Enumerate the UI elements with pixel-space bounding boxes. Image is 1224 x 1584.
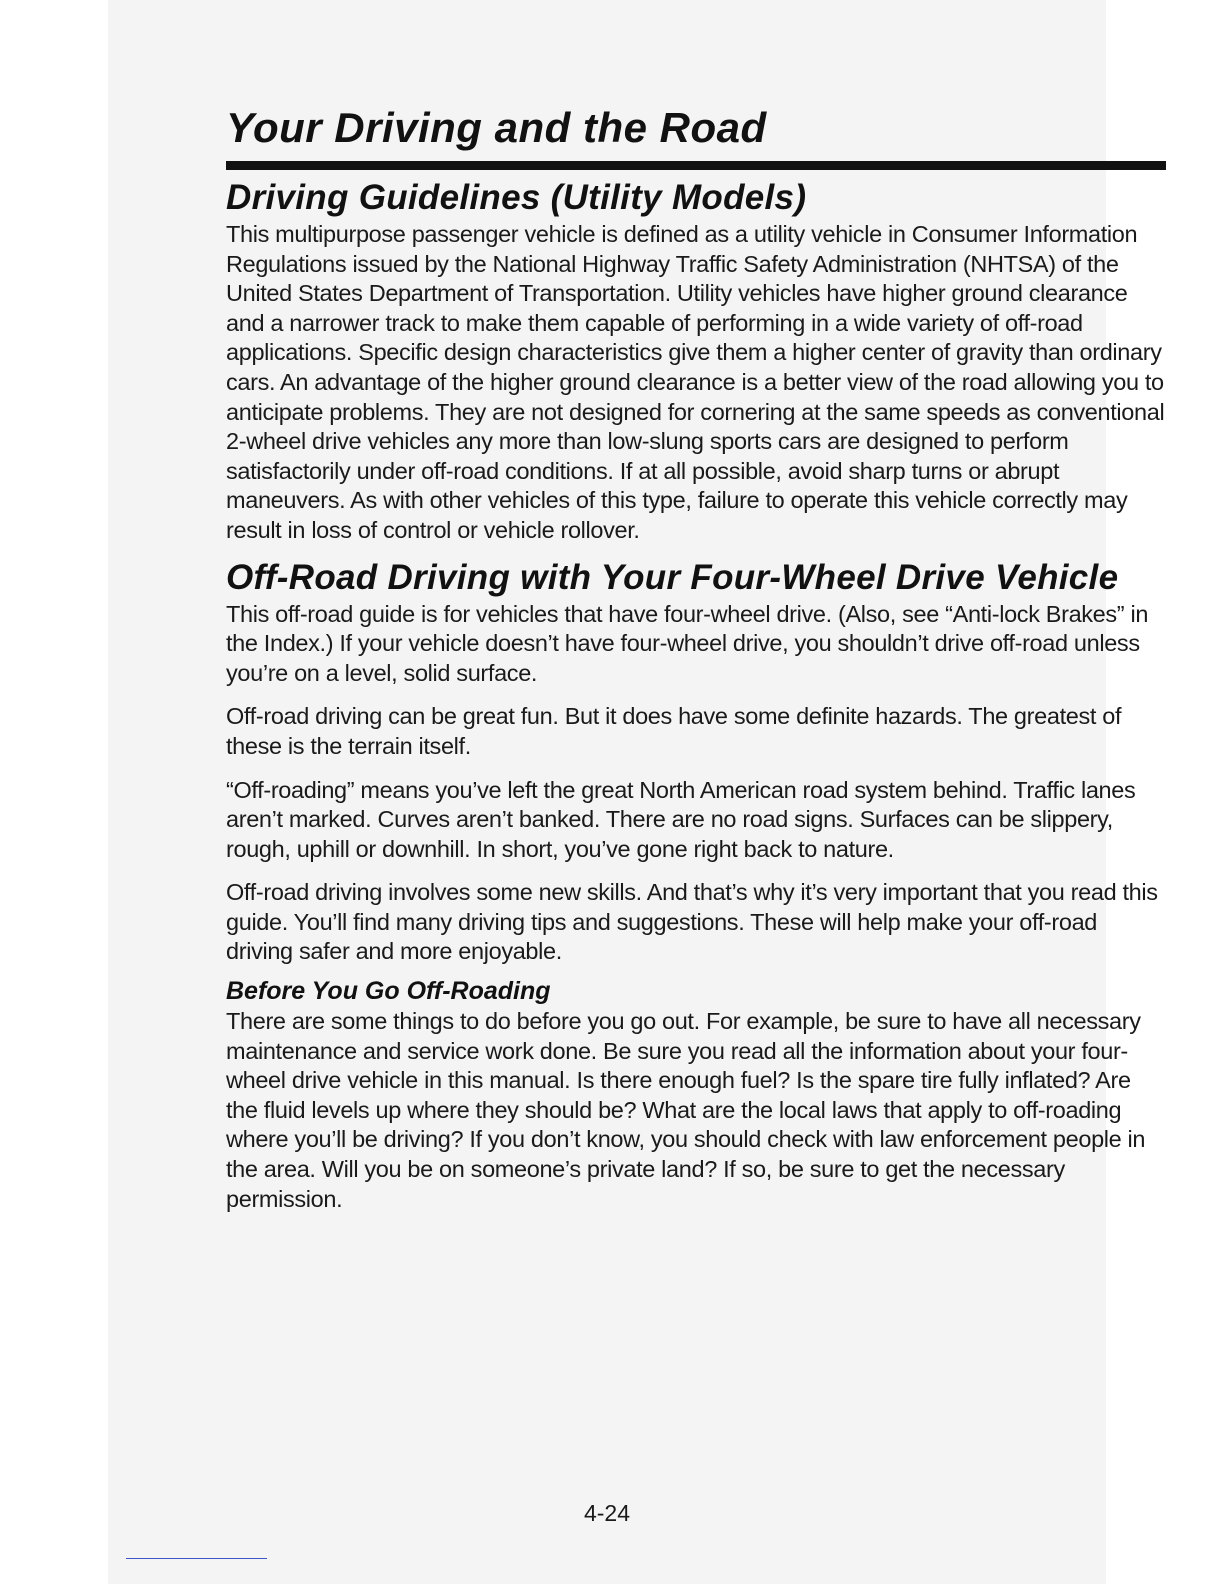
- page-content: [226, 98, 1166, 1214]
- paragraph-off-roading-means: “Off-roading” means you’ve left the great North American road system behind. Traffic lanes aren’t marked. Curves aren’t banked. There are no road signs. Surfaces can be slippery, rough, uphill or downhill. In short, you’ve gone right back to nature.: [226, 776, 1136, 862]
- paragraph-new-skills: Off-road driving involves some new skills. And that’s why it’s very important that you read this guide. You’ll find many driving tips and suggestions. These will help make your off-road driving safer and more enjoyable.: [226, 879, 1158, 965]
- title-rule: [226, 161, 1166, 170]
- manual-page: [108, 0, 1165, 1584]
- paragraph-before-you-go: There are some things to do before you go out. For example, be sure to have all necessary maintenance and service work done. Be sure you read all the information about your four-wheel drive vehicle in this manual. Is there enough fuel? Is the spare tire fully inflated? Are the fluid levels up where they should be? What are the local laws that apply to off-roading where you’ll be driving? If you don’t know, you should check with law enforcement people in the area. Will you be on someone’s private land? If so, be sure to get the necessary permission.: [226, 1008, 1146, 1212]
- chapter-title: Your Driving and the Road: [226, 104, 767, 151]
- paragraph-off-road-guide: This off-road guide is for vehicles that have four-wheel drive. (Also, see “Anti-lock Brakes” in the Index.) If your vehicle doesn’t have four-wheel drive, you shouldn’t drive off-road unless you’re on a level, solid surface.: [226, 600, 1149, 686]
- section-heading-driving-guidelines: Driving Guidelines (Utility Models): [226, 178, 807, 217]
- paragraph-utility-vehicle: This multipurpose passenger vehicle is defined as a utility vehicle in Consumer Information Regulations issued by the National Highway Traffic Safety Administration (NHTSA) of the United States Department of Transportation. Utility vehicles have higher ground clearance and a narrower track to make them capable of performing in a wide variety of off-road applications. Specific design characteristics give them a higher center of gravity than ordinary cars. An advantage of the higher ground clearance is a better view of the road allowing you to anticipate problems. They are not designed for cornering at the same speeds as conventional 2-wheel drive vehicles any more than low-slung sports cars are designed to perform satisfactorily under off-road conditions. If at all possible, avoid sharp turns or abrupt maneuvers. As with other vehicles of this type, failure to operate this vehicle correctly may result in loss of control or vehicle rollover.: [226, 221, 1165, 543]
- section-heading-off-road-driving: Off-Road Driving with Your Four-Wheel Drive Vehicle: [226, 557, 1119, 597]
- paragraph-great-fun: Off-road driving can be great fun. But it does have some definite hazards. The greatest of these is the terrain itself.: [226, 703, 1122, 759]
- subheading-before-you-go: Before You Go Off-Roading: [226, 977, 551, 1006]
- corner-divider: [126, 1558, 267, 1559]
- page-number: 4-24: [583, 1500, 631, 1526]
